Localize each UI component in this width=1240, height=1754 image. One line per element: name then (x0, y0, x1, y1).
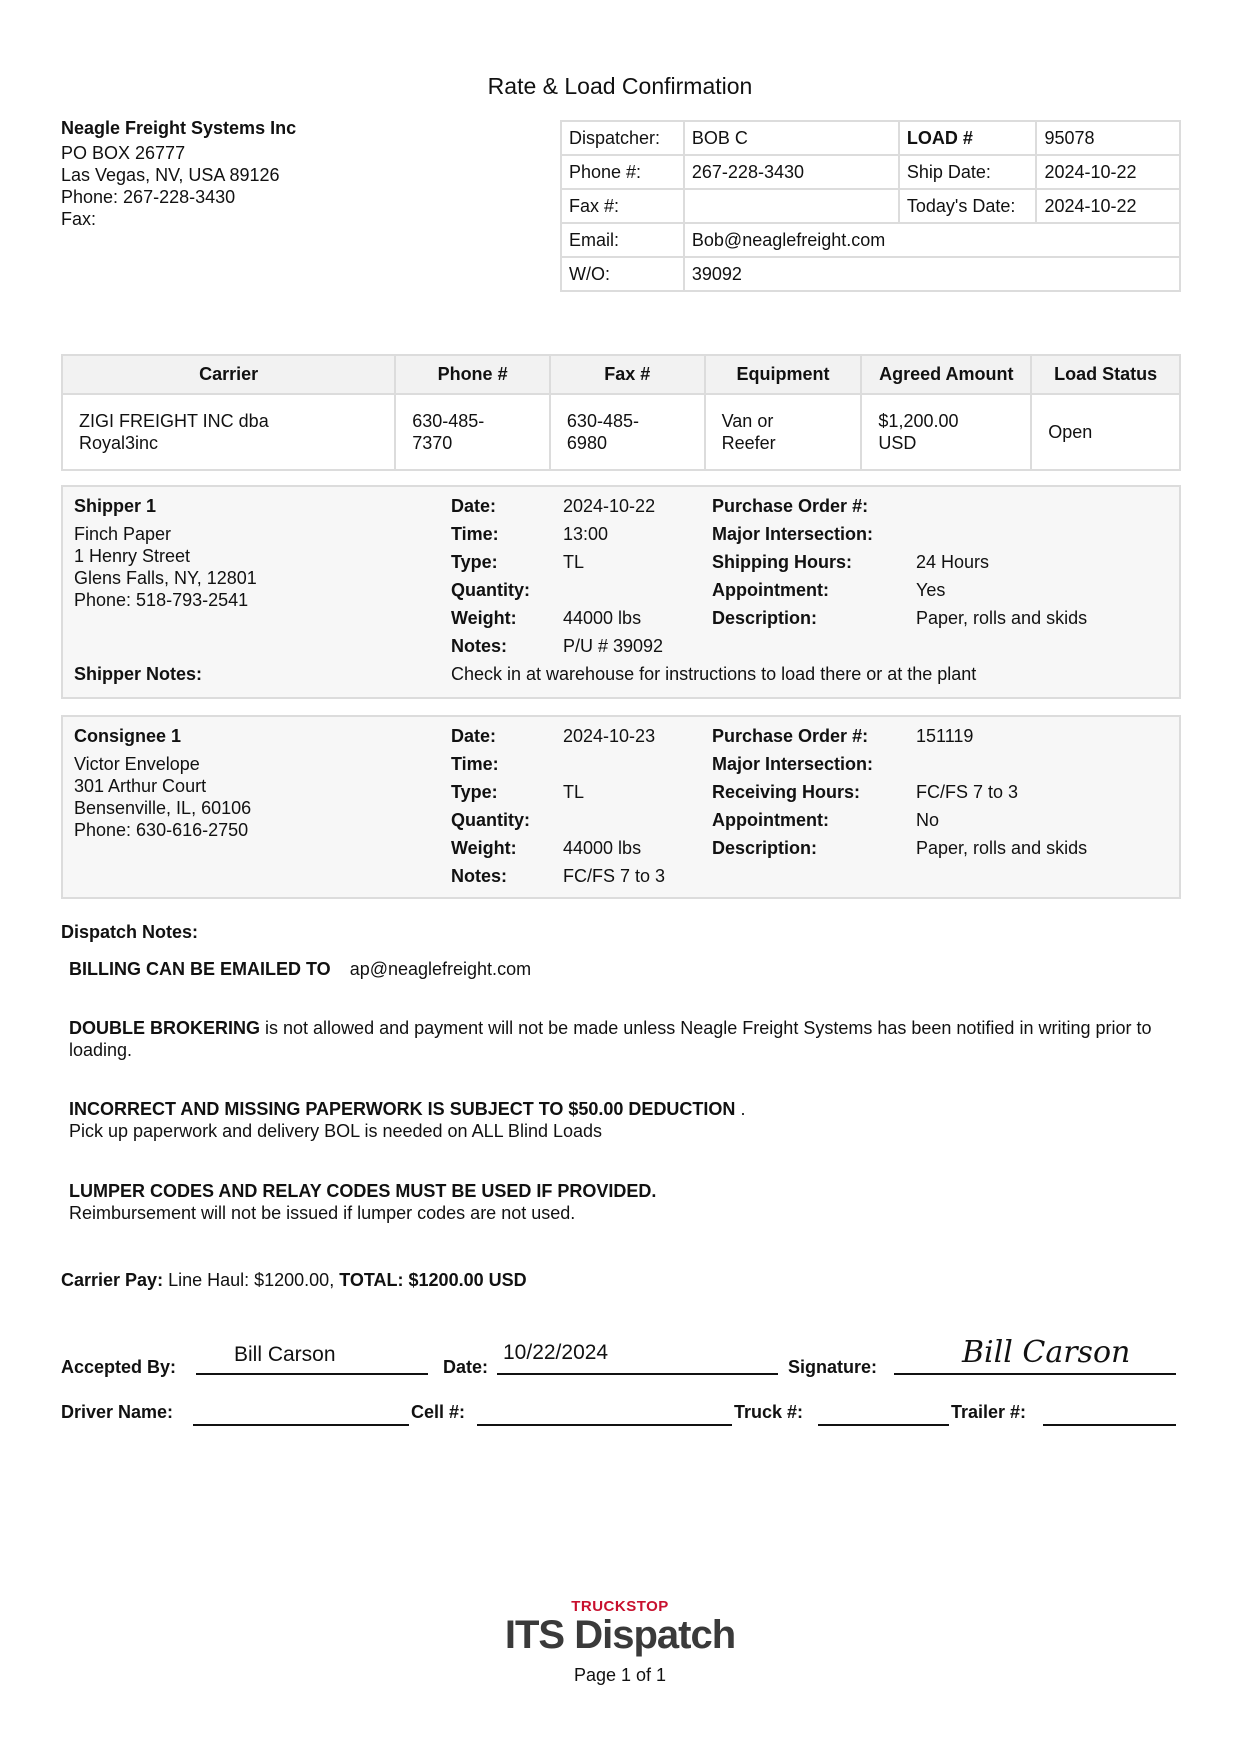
paperwork-note (69, 1098, 1179, 1142)
lumper-label: LUMPER CODES AND RELAY CODES MUST BE USED IF PROVIDED. (69, 1181, 657, 1201)
logo-brand-small: TRUCKSTOP (571, 1598, 669, 1615)
consignee-date-value: 2024-10-23 (563, 726, 656, 746)
signature-field[interactable] (894, 1335, 1176, 1375)
carrier-phone-line-1: 630-485- (412, 411, 485, 431)
carrier-pay (61, 1270, 527, 1291)
ship-date-label: Ship Date: (899, 155, 1037, 189)
shipper-phone: Phone: 518-793-2541 (74, 590, 249, 610)
shipper-notes-value: P/U # 39092 (563, 636, 664, 656)
carrier-fax-line-2: 6980 (566, 433, 607, 453)
shipper-name: Finch Paper (74, 524, 172, 544)
todays-date-label: Today's Date: (899, 189, 1037, 223)
consignee-weight-value: 44000 lbs (563, 838, 642, 858)
consignee-intersection-label: Major Intersection: (712, 754, 874, 774)
carrier-amount-line-1: $1,200.00 (878, 411, 959, 431)
consignee-description-label: Description: (712, 838, 818, 858)
shipper-type-label: Type: (451, 552, 498, 572)
consignee-time-label: Time: (451, 754, 499, 774)
lumper-text: Reimbursement will not be issued if lumper codes are not used. (69, 1203, 576, 1223)
carrier-name-line-2: Royal3inc (79, 433, 159, 453)
consignee-type-label: Type: (451, 782, 498, 802)
double-brokering-label: DOUBLE BROKERING (69, 1018, 261, 1038)
carrier-row (62, 394, 1180, 470)
shipper-notes-text: Check in at warehouse for instructions to load there or at the plant (451, 664, 977, 684)
carrier-name-line-1: ZIGI FREIGHT INC dba (79, 411, 269, 431)
dispatcher-label: Dispatcher: (561, 121, 684, 155)
phone-label: Phone #: (561, 155, 684, 189)
shipper-city: Glens Falls, NY, 12801 (74, 568, 257, 588)
carrier-equipment-line-2: Reefer (721, 433, 776, 453)
carrier-header: Carrier (62, 355, 395, 394)
cell-field[interactable] (477, 1400, 732, 1426)
paperwork-text: Pick up paperwork and delivery BOL is needed on ALL Blind Loads (69, 1121, 603, 1141)
driver-name-label: Driver Name: (61, 1402, 174, 1422)
consignee-block (61, 715, 1181, 899)
shipper-weight-value: 44000 lbs (563, 608, 642, 628)
document-title: Rate & Load Confirmation (487, 73, 753, 99)
paperwork-dot: . (735, 1099, 746, 1119)
lumper-note (69, 1180, 1179, 1224)
consignee-po-label: Purchase Order #: (712, 726, 869, 746)
phone-value: 267-228-3430 (684, 155, 899, 189)
fax-header: Fax # (550, 355, 705, 394)
carrier-name (62, 394, 395, 470)
shipper-time-value: 13:00 (563, 524, 609, 544)
agreed-amount-header: Agreed Amount (861, 355, 1031, 394)
shipper-weight-label: Weight: (451, 608, 517, 628)
shipper-description-value: Paper, rolls and skids (916, 608, 1088, 628)
shipper-notes-label: Notes: (451, 636, 508, 656)
consignee-appointment-value: No (916, 810, 940, 830)
consignee-hours-value: FC/FS 7 to 3 (916, 782, 1019, 802)
shipper-intersection-label: Major Intersection: (712, 524, 874, 544)
shipper-date-value: 2024-10-22 (563, 496, 656, 516)
shipper-appointment-value: Yes (916, 580, 946, 600)
dispatch-notes-heading: Dispatch Notes: (61, 922, 199, 942)
carrier-fax-line-1: 630-485- (566, 411, 639, 431)
carrier-status: Open (1031, 394, 1180, 470)
shipper-description-label: Description: (712, 608, 818, 628)
carrier-amount-line-2: USD (878, 433, 917, 453)
carrier-amount (861, 394, 1031, 470)
accept-date-label: Date: (443, 1357, 489, 1377)
carrier-pay-total: TOTAL: $1200.00 USD (339, 1270, 527, 1290)
dispatcher-value: BOB C (684, 121, 899, 155)
consignee-type-value: TL (563, 782, 585, 802)
work-order-value: 39092 (684, 257, 1180, 291)
company-block (61, 117, 296, 230)
shipper-date-label: Date: (451, 496, 497, 516)
company-fax: Fax: (61, 209, 97, 229)
truck-label: Truck #: (734, 1402, 804, 1422)
load-status-header: Load Status (1031, 355, 1180, 394)
carrier-pay-line-haul: Line Haul: $1200.00, (163, 1270, 340, 1290)
load-number-value: 95078 (1036, 121, 1180, 155)
fax-value (684, 189, 899, 223)
accepted-by-label: Accepted By: (61, 1357, 177, 1377)
carrier-equipment-line-1: Van or (721, 411, 774, 431)
shipper-po-label: Purchase Order #: (712, 496, 869, 516)
consignee-phone: Phone: 630-616-2750 (74, 820, 249, 840)
accept-date-value: 10/22/2024 (503, 1341, 609, 1364)
cell-label: Cell #: (411, 1402, 466, 1422)
carrier-pay-label: Carrier Pay: (61, 1270, 164, 1290)
load-number-label: LOAD # (899, 121, 1037, 155)
consignee-appointment-label: Appointment: (712, 810, 829, 830)
company-address-1: PO BOX 26777 (61, 143, 186, 163)
company-phone: Phone: 267-228-3430 (61, 187, 236, 207)
fax-label: Fax #: (561, 189, 684, 223)
truckstop-logo (0, 1598, 1240, 1655)
accepted-by-value: Bill Carson (234, 1343, 336, 1366)
double-brokering-text: is not allowed and payment will not be made unless Neagle Freight Systems has been notified in writing prior to loading. (69, 1018, 1152, 1060)
shipper-heading: Shipper 1 (74, 496, 157, 516)
phone-header: Phone # (395, 355, 550, 394)
double-brokering-note (69, 1017, 1179, 1061)
shipper-quantity-label: Quantity: (451, 580, 530, 600)
consignee-notes-label: Notes: (451, 866, 508, 886)
carrier-phone-line-2: 7370 (412, 433, 453, 453)
company-address-2: Las Vegas, NV, USA 89126 (61, 165, 280, 185)
consignee-city: Bensenville, IL, 60106 (74, 798, 252, 818)
ship-date-value: 2024-10-22 (1036, 155, 1180, 189)
shipper-time-label: Time: (451, 524, 499, 544)
email-value: Bob@neaglefreight.com (684, 223, 1180, 257)
consignee-po-value: 151119 (916, 726, 974, 746)
page-number: Page 1 of 1 (573, 1665, 667, 1685)
shipper-appointment-label: Appointment: (712, 580, 829, 600)
dispatch-info-table (560, 120, 1181, 292)
driver-name-field[interactable] (193, 1400, 409, 1426)
consignee-date-label: Date: (451, 726, 497, 746)
logo-brand-big: ITS Dispatch (504, 1613, 736, 1657)
accepted-by-field[interactable] (196, 1343, 428, 1375)
work-order-label: W/O: (561, 257, 684, 291)
billing-note (69, 958, 1179, 980)
consignee-notes-value: FC/FS 7 to 3 (563, 866, 666, 886)
shipper-notes-heading: Shipper Notes: (74, 664, 203, 684)
consignee-hours-label: Receiving Hours: (712, 782, 861, 802)
signature-label: Signature: (788, 1357, 878, 1377)
trailer-field[interactable] (1043, 1400, 1176, 1426)
consignee-heading: Consignee 1 (74, 726, 182, 746)
signature-image: Bill Carson (962, 1335, 1131, 1370)
shipper-block (61, 485, 1181, 699)
consignee-description-value: Paper, rolls and skids (916, 838, 1088, 858)
email-label: Email: (561, 223, 684, 257)
accept-date-field[interactable] (497, 1341, 778, 1375)
paperwork-label: INCORRECT AND MISSING PAPERWORK IS SUBJECT TO $50.00 DEDUCTION (69, 1099, 736, 1119)
todays-date-value: 2024-10-22 (1036, 189, 1180, 223)
company-name: Neagle Freight Systems Inc (61, 118, 297, 138)
billing-label: BILLING CAN BE EMAILED TO (69, 959, 331, 979)
billing-email[interactable]: ap@neaglefreight.com (349, 959, 532, 979)
equipment-header: Equipment (705, 355, 862, 394)
truck-field[interactable] (818, 1400, 949, 1426)
shipper-hours-label: Shipping Hours: (712, 552, 852, 572)
consignee-name: Victor Envelope (74, 754, 200, 774)
consignee-quantity-label: Quantity: (451, 810, 530, 830)
shipper-type-value: TL (563, 552, 585, 572)
carrier-equipment (705, 394, 862, 470)
trailer-label: Trailer #: (951, 1402, 1027, 1422)
consignee-weight-label: Weight: (451, 838, 517, 858)
shipper-street: 1 Henry Street (74, 546, 191, 566)
consignee-street: 301 Arthur Court (74, 776, 207, 796)
carrier-fax (550, 394, 705, 470)
carrier-table (61, 354, 1181, 471)
carrier-phone (395, 394, 550, 470)
shipper-hours-value: 24 Hours (916, 552, 990, 572)
